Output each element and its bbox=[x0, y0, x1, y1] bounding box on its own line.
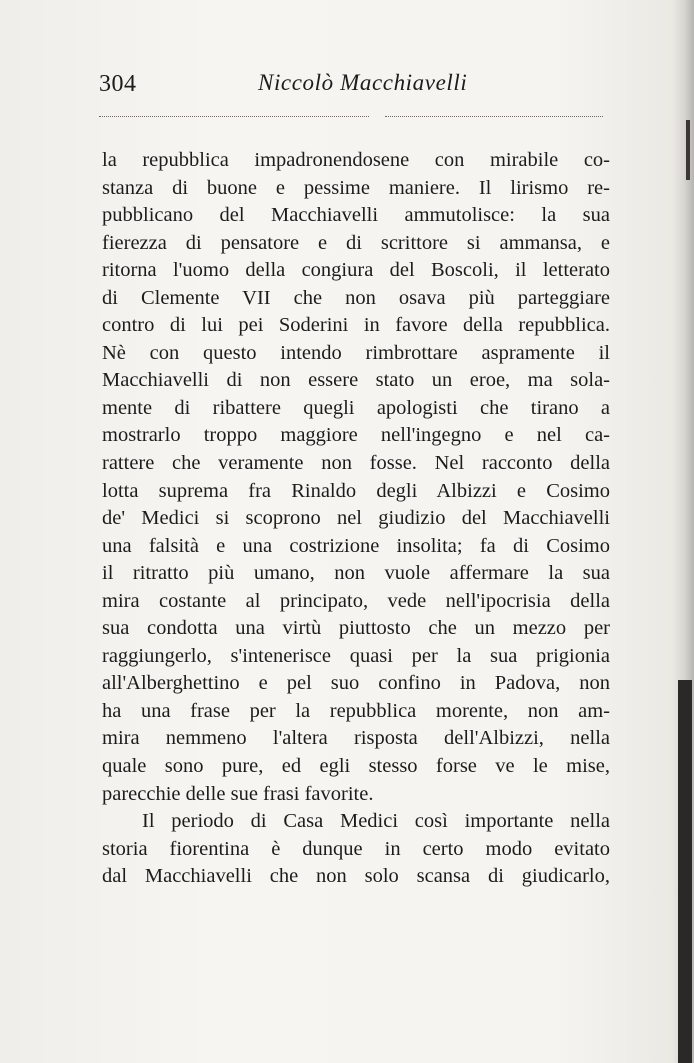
body-text bbox=[102, 147, 610, 891]
text-line: pubblicano del Macchiavelli ammutolisce: la sua bbox=[102, 204, 610, 227]
text-line: de' Medici si scoprono nel giudizio del Macchiavelli bbox=[102, 507, 610, 530]
paragraph-start-line: Il periodo di Casa Medici così importante nella bbox=[142, 810, 610, 833]
text-line: dal Macchiavelli che non solo scansa di giudicarlo, bbox=[102, 865, 610, 888]
text-line: una falsità e una costrizione insolita; fa di Cosimo bbox=[102, 534, 610, 557]
text-line: Macchiavelli di non essere stato un eroe, ma sola- bbox=[102, 369, 610, 392]
text-line: lotta suprema fra Rinaldo degli Albizzi e Cosimo bbox=[102, 479, 610, 502]
text-line: la repubblica impadronendosene con mirabile co- bbox=[102, 149, 610, 171]
binding-edge bbox=[678, 680, 692, 1063]
paragraph-end-line: parecchie delle sue frasi favorite. bbox=[102, 782, 374, 805]
text-line: ritorna l'uomo della congiura del Boscoli, il letterato bbox=[102, 259, 610, 282]
text-line: sua condotta una virtù piuttosto che un mezzo per bbox=[102, 617, 610, 640]
text-line: mira costante al principato, vede nell'ipocrisia della bbox=[102, 589, 610, 612]
text-line: mostrarlo troppo maggiore nell'ingegno e nel ca- bbox=[102, 424, 610, 447]
header-rule-right bbox=[385, 116, 603, 117]
text-line: quale sono pure, ed egli stesso forse ve le mise, bbox=[102, 755, 610, 778]
text-line: storia fiorentina è dunque in certo modo evitato bbox=[102, 837, 610, 860]
text-line: il ritratto più umano, non vuole affermare la sua bbox=[102, 562, 610, 585]
binding-edge-mark bbox=[686, 120, 690, 180]
text-line: mente di ribattere quegli apologisti che tirano a bbox=[102, 396, 610, 419]
text-line: mira nemmeno l'altera risposta dell'Albizzi, nella bbox=[102, 727, 610, 750]
text-line: Nè con questo intendo rimbrottare aspramente il bbox=[102, 341, 610, 364]
text-line: raggiungerlo, s'intenerisce quasi per la sua prigionia bbox=[102, 644, 610, 667]
header-rule-left bbox=[99, 116, 369, 117]
text-line: contro di lui pei Soderini in favore della repubblica. bbox=[102, 314, 610, 337]
text-line: ha una frase per la repubblica morente, non am- bbox=[102, 699, 610, 722]
running-title: Niccolò Macchiavelli bbox=[258, 70, 468, 95]
text-line: di Clemente VII che non osava più parteggiare bbox=[102, 286, 610, 309]
text-line: all'Alberghettino e pel suo confino in Padova, non bbox=[102, 672, 610, 695]
text-line: fierezza di pensatore e di scrittore si ammansa, e bbox=[102, 231, 610, 254]
text-line: rattere che veramente non fosse. Nel racconto della bbox=[102, 452, 610, 475]
text-line: stanza di buone e pessime maniere. Il lirismo re- bbox=[102, 176, 610, 199]
page-number: 304 bbox=[99, 71, 137, 97]
